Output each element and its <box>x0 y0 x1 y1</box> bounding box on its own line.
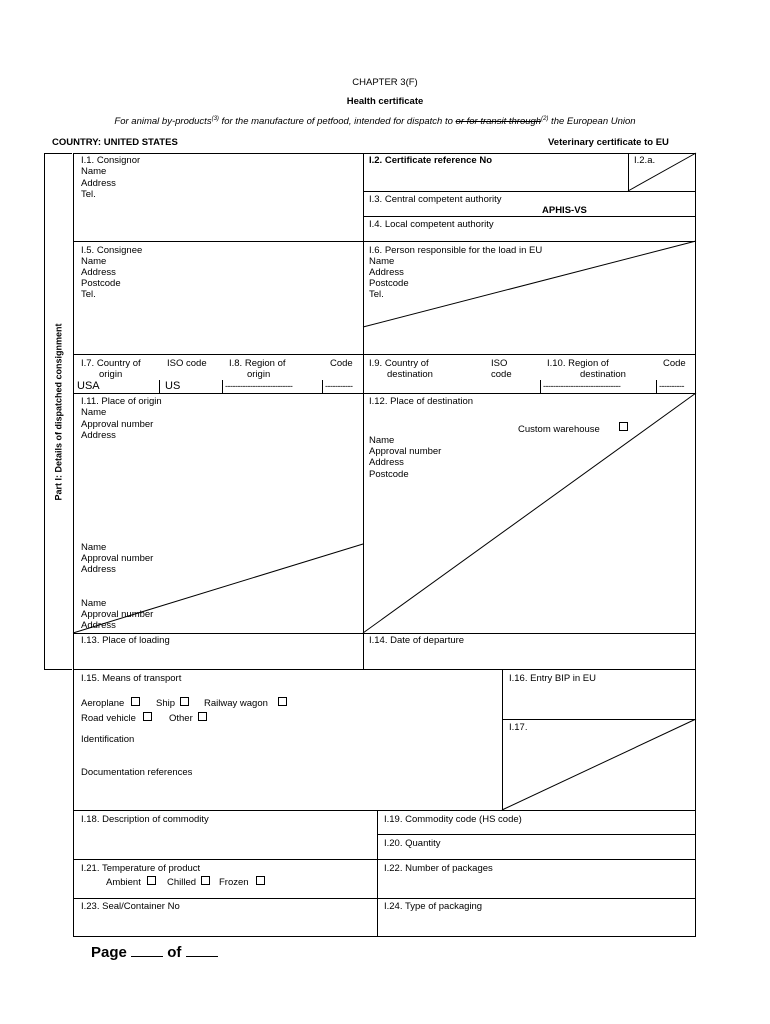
road-vehicle-checkbox[interactable] <box>143 712 152 721</box>
i5-tel: Tel. <box>81 289 96 300</box>
i21-title: I.21. Temperature of product <box>81 863 201 874</box>
other-checkbox[interactable] <box>198 712 207 721</box>
chapter-heading: CHAPTER 3(F) <box>352 77 418 88</box>
identification-label: Identification <box>81 734 135 745</box>
documentation-label: Documentation references <box>81 767 193 778</box>
i11-title: I.11. Place of origin <box>81 396 162 407</box>
page-label: Page <box>91 944 127 961</box>
i12-approval: Approval number <box>369 446 442 457</box>
i16-label: I.16. Entry BIP in EU <box>509 673 596 684</box>
i11-name-2: Name <box>81 542 107 553</box>
i23-label: I.23. Seal/Container No <box>81 901 180 912</box>
railway-wagon-checkbox[interactable] <box>278 697 287 706</box>
i7-country-value: USA <box>77 380 100 392</box>
i6-name: Name <box>369 256 395 267</box>
i19-label: I.19. Commodity code (HS code) <box>384 814 522 825</box>
i11-approval-2: Approval number <box>81 553 154 564</box>
i15-title: I.15. Means of transport <box>81 673 182 684</box>
i5-title: I.5. Consignee <box>81 245 143 256</box>
i8-label: I.8. Region of <box>229 358 286 369</box>
i8-region-blank: --------------------------- <box>225 381 293 391</box>
document-title: Health certificate <box>346 96 424 107</box>
i6-postcode: Postcode <box>369 278 409 289</box>
i7-iso-label: ISO code <box>167 358 207 369</box>
i7-label: I.7. Country of <box>81 358 141 369</box>
i12-name: Name <box>369 435 395 446</box>
page-footer <box>91 944 218 961</box>
ship-label: Ship <box>156 698 176 709</box>
i10-code-blank: ---------- <box>659 381 684 391</box>
i12-custom-label: Custom warehouse <box>518 424 600 435</box>
i11-address-2: Address <box>81 564 116 575</box>
i1-title: I.1. Consignor <box>81 155 141 166</box>
i11-name-3: Name <box>81 598 107 609</box>
side-label: Part I: Details of dispatched consignment <box>53 323 64 501</box>
road-vehicle-label: Road vehicle <box>81 713 136 724</box>
i11-approval-3: Approval number <box>81 609 154 620</box>
other-label: Other <box>169 713 193 724</box>
railway-label: Railway wagon <box>204 698 268 709</box>
i8-code-label: Code <box>330 358 353 369</box>
i22-label: I.22. Number of packages <box>384 863 493 874</box>
i20-label: I.20. Quantity <box>384 838 441 849</box>
page-number-blank[interactable] <box>131 956 163 957</box>
chilled-label: Chilled <box>167 877 197 888</box>
chilled-checkbox[interactable] <box>201 876 210 885</box>
i24-label: I.24. Type of packaging <box>384 901 483 912</box>
vet-cert-label: Veterinary certificate to EU <box>548 137 669 148</box>
i14-label: I.14. Date of departure <box>369 635 465 646</box>
i12-postcode: Postcode <box>369 469 409 480</box>
i11-name: Name <box>81 407 107 418</box>
footnote-3: (3) <box>211 116 219 122</box>
i10-label: I.10. Region of <box>547 358 609 369</box>
of-label: of <box>167 944 182 961</box>
aeroplane-checkbox[interactable] <box>131 697 140 706</box>
i6-address: Address <box>369 267 404 278</box>
country-label: COUNTRY: UNITED STATES <box>52 137 178 148</box>
aeroplane-label: Aeroplane <box>81 698 125 709</box>
i11-approval: Approval number <box>81 419 154 430</box>
i12-address: Address <box>369 457 404 468</box>
i13-label: I.13. Place of loading <box>81 635 170 646</box>
i3-label: I.3. Central competent authority <box>369 194 502 205</box>
ambient-checkbox[interactable] <box>147 876 156 885</box>
subtitle-pre: For animal by-products <box>114 116 212 128</box>
i9-label: I.9. Country of <box>369 358 429 369</box>
i4-label: I.4. Local competent authority <box>369 219 494 230</box>
i18-label: I.18. Description of commodity <box>81 814 209 825</box>
i11-address-3: Address <box>81 620 116 631</box>
custom-warehouse-checkbox[interactable] <box>619 422 628 431</box>
subtitle-strike: or for transit through <box>455 116 542 128</box>
ship-checkbox[interactable] <box>180 697 189 706</box>
ambient-label: Ambient <box>106 877 141 888</box>
subtitle-mid: for the manufacture of petfood, intended for dispatch to <box>218 116 456 128</box>
i17-label: I.17. <box>509 722 528 733</box>
i5-postcode: Postcode <box>81 278 121 289</box>
frozen-label: Frozen <box>219 877 249 888</box>
i9-iso-label-2: code <box>491 369 512 380</box>
i5-address: Address <box>81 267 116 278</box>
i9-label-2: destination <box>387 369 433 380</box>
i3-value: APHIS-VS <box>542 205 587 216</box>
i1-name: Name <box>81 166 107 177</box>
i2a-label: I.2.a. <box>634 155 656 166</box>
i6-title: I.6. Person responsible for the load in EU <box>369 245 543 256</box>
i12-title: I.12. Place of destination <box>369 396 474 407</box>
i10-code-label: Code <box>663 358 686 369</box>
i7-label-2: origin <box>99 369 123 380</box>
subtitle-post: the European Union <box>548 116 636 128</box>
i1-address: Address <box>81 178 116 189</box>
i10-label-2: destination <box>580 369 626 380</box>
i6-tel: Tel. <box>369 289 384 300</box>
frozen-checkbox[interactable] <box>256 876 265 885</box>
i8-label-2: origin <box>247 369 271 380</box>
i11-address: Address <box>81 430 116 441</box>
i5-name: Name <box>81 256 107 267</box>
i8-code-blank: ----------- <box>325 381 353 391</box>
page-total-blank[interactable] <box>186 956 218 957</box>
i2-label: I.2. Certificate reference No <box>369 155 493 166</box>
i9-iso-label: ISO <box>491 358 508 369</box>
i1-tel: Tel. <box>81 189 96 200</box>
i10-region-blank: ------------------------------- <box>543 381 621 391</box>
i7-iso-value: US <box>165 380 181 392</box>
footnote-2: (2) <box>541 116 549 122</box>
